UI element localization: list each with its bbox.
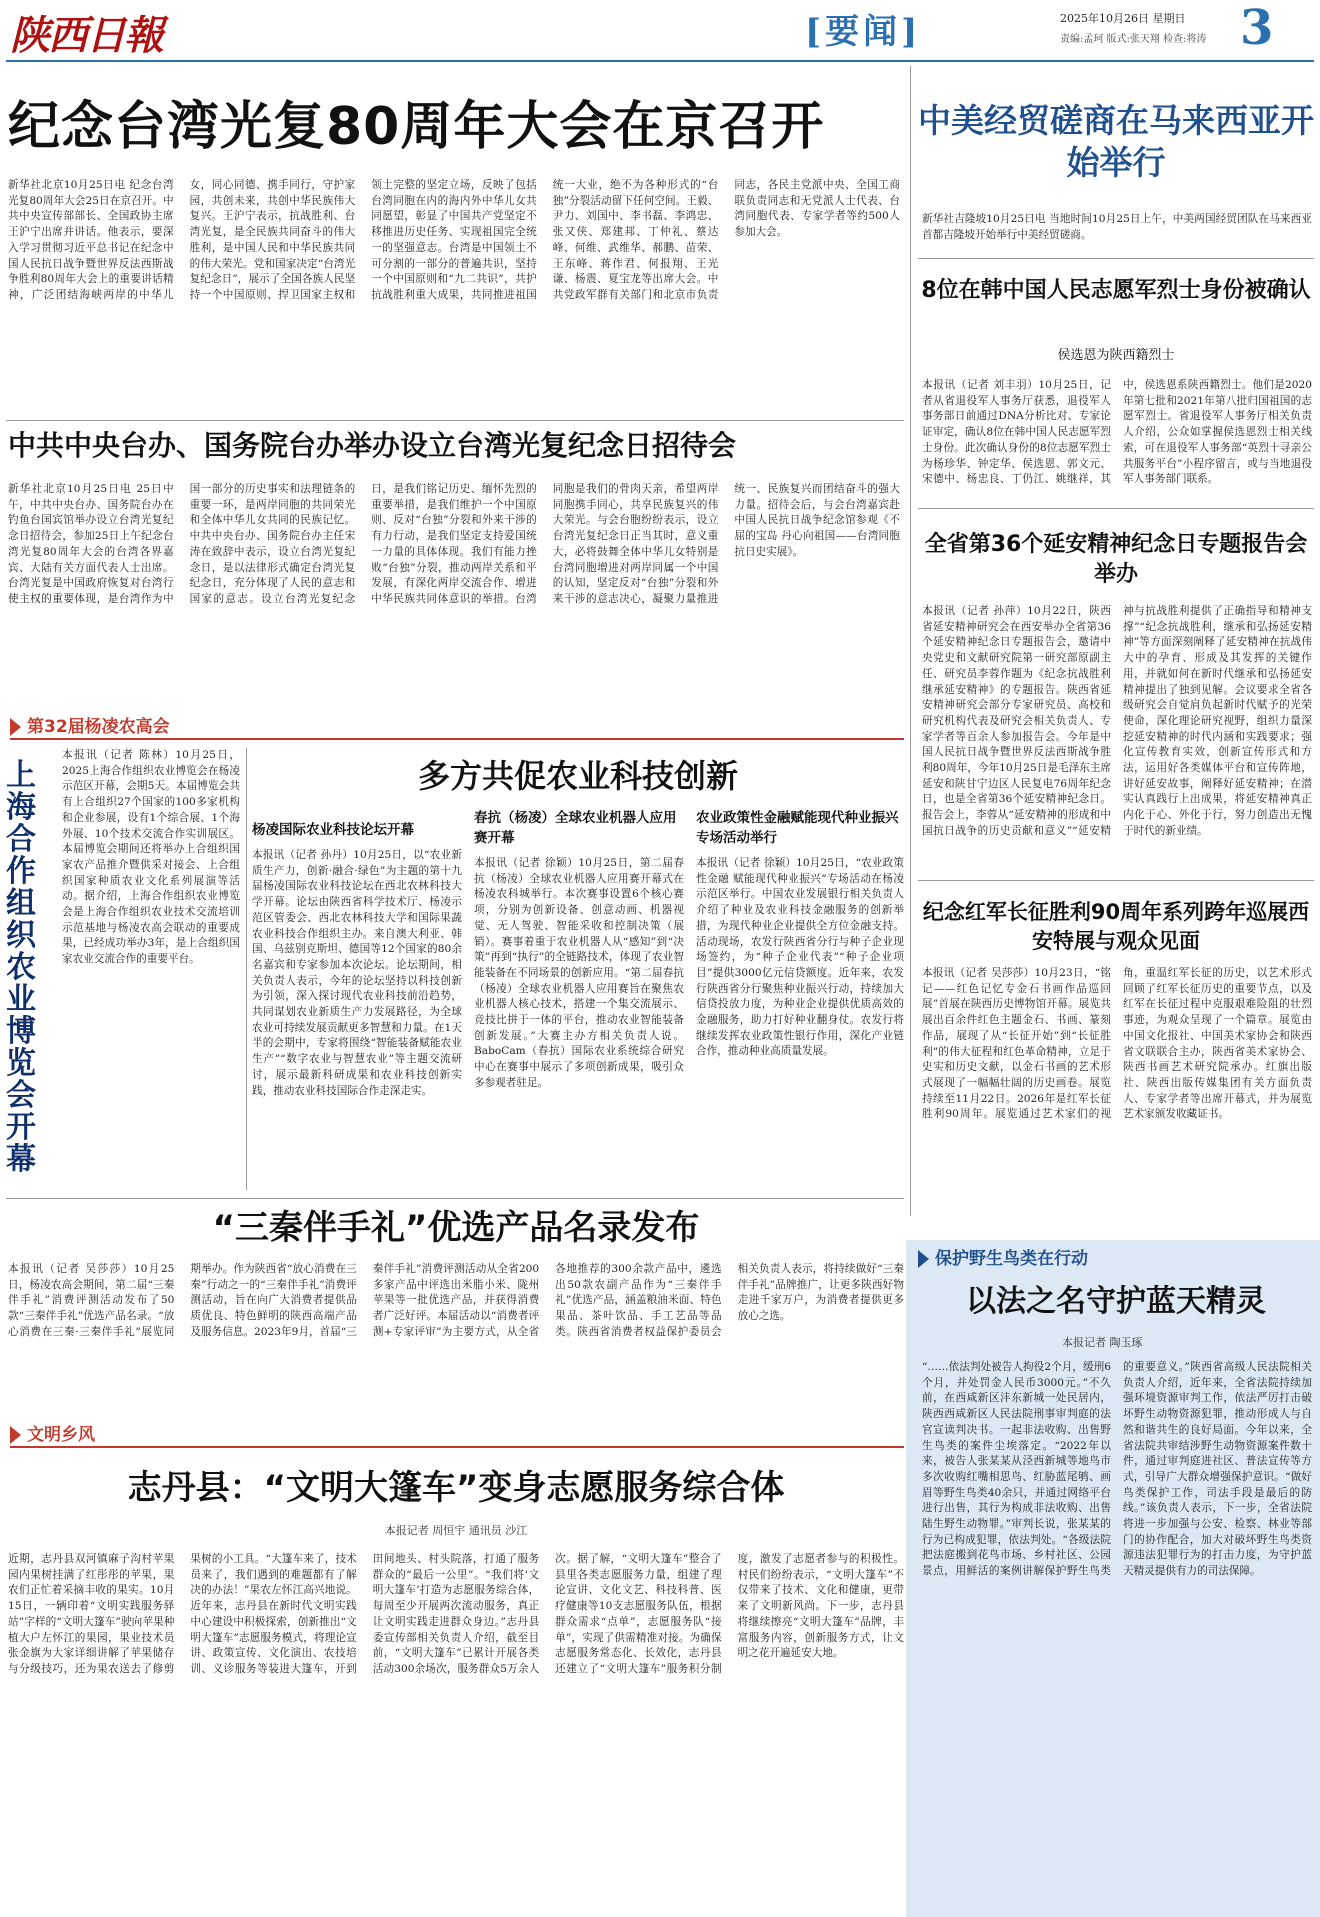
agri-vertical-headline: 上海合作组织农业博览会开幕 [6, 758, 36, 1177]
agri-headline: 多方共促农业科技创新 [417, 757, 738, 795]
masthead-rule [6, 60, 1314, 62]
taiwan-headline: 中共中央台办、国务院台办举办设立台湾光复纪念日招待会 [8, 429, 737, 462]
column-divider [910, 66, 911, 1216]
editors-line: 责编:孟珂 版式:张天翔 检查:将涛 [1060, 34, 1207, 45]
veterans-headline: 8位在韩中国人民志愿军烈士身份被确认 [921, 278, 1311, 303]
section-rule [10, 738, 904, 740]
civil-byline: 本报记者 周恒宇 通讯员 沙江 [384, 1524, 528, 1537]
agri-sub3-body: 本报讯（记者 徐颖）10月25日，“农业政策性金融 赋能现代种业振兴”专场活动在杨凌示范区举行。中国农业发展银行相关负责人介绍了种业及农业科技金融服务的创新举措，为现代种业企业提供全方位金融支持。活动现场，农发行陕西省分行与种子企业现场签约，为“种子企业代表”“种子企业项目”提供3000亿元信贷额度。近年来，农发行陕西省分行聚焦种业振兴行动，持续加大信贷投放力度，为种业企业提供优质高效的金融服务，助力打好种业翻身仗。农发行将继续发挥农业政策性银行作用，深化产业链合作，推动种业高质量发展。 [696, 857, 904, 1058]
civil-headline: 志丹县：“文明大篷车”变身志愿服务综合体 [127, 1468, 785, 1508]
divider [6, 1198, 904, 1199]
page-number: 3 [1240, 0, 1274, 56]
section-tag-label: 第32届杨凌农高会 [27, 717, 170, 737]
trade-headline: 中美经贸磋商在马来西亚开始举行 [918, 101, 1314, 182]
trade-body: 新华社吉隆坡10月25日电 当地时间10月25日上午，中美两国经贸团队在马来西亚首都吉隆坡开始举行中美经贸磋商。 [922, 213, 1312, 241]
yanan-body: 本报讯（记者 孙萍）10月22日，陕西省延安精神研究会在西安举办全省第36个延安精神纪念日专题报告会，邀请中央党史和文献研究院第一研究部原副主任、研究员李蓉作题为《纪念抗战胜利 继承延安精神》的专题报告。陕西省延安精神研究会部分专家研究员、高校和研究机构代表及研究会相关负责人、专家学者等百余人参加报告会。今年是中国人民抗日战争暨世界反法西斯战争胜利80周年，今年10月25日是毛泽东主席延安和陕甘宁边区人民复电76周年纪念日，也是全省第36个延安精神纪念日。报告会上，李蓉从“延安精神的形成和中国抗日战争的历史贡献和意义”“延安精神与抗战胜利提供了正确指导和精神支撑”“纪念抗战胜利，继承和弘扬延安精神”等方面深刻阐释了延安精神在抗战伟大中的孕育、形成及其发挥的关键作用，并就如何在新时代继承和弘扬延安精神提出了独到见解。会议要求全省各级研究会自觉肩负起新时代赋予的光荣使命，深化理论研究视野，组织力量深挖延安精神的时代内涵和实践要求；强化宣传教育实效，创新宣传形式和方法，运用好各类媒体平台和宣传阵地，讲好延安故事，阐释好延安精神；在潜实认真践行上出成果，将延安精神真正内化于心、外化于行，努力创造出无愧于时代的新业绩。 [922, 605, 1312, 837]
birds-byline: 本报记者 陶玉琢 [1062, 1336, 1143, 1349]
section-tag-label: 保护野生鸟类在行动 [935, 1249, 1088, 1269]
qinqin-body: 本报讯（记者 吴莎莎）10月25日，杨凌农高会期间，第二届“三秦伴手礼”消费评测活动发布了50款“三秦伴手礼”优选产品名录。“放心消费在三秦·三秦伴手礼”展览同期举办。作为陕西省“放心消费在三秦”行动之一的“三秦伴手礼”消费评测活动，旨在向广大消费者提供品质优良、特色鲜明的陕西高端产品及服务信息。2023年9月，首届“三秦伴手礼”消费评测活动从全省200多家产品中评选出米脂小米、陇州苹果等一批优选产品，并获得消费者广泛好评。本届活动以“消费者评测+专家评审”为主要方式，从全省各地推荐的300余款产品中，遴选出50款农副产品作为“三秦伴手礼”优选产品，涵盖粮油米面、特色果品、茶叶饮品、手工艺品等品类。陕西省消费者权益保护委员会相关负责人表示，将持续做好“三秦伴手礼”品牌推广，让更多陕西好物走进千家万户，为消费者提供更多放心之选。 [8, 1263, 904, 1338]
section-tag-label: 文明乡风 [27, 1425, 95, 1445]
section-tag-civil [10, 1420, 95, 1444]
divider [6, 420, 904, 421]
section-tag-birds [918, 1244, 1088, 1268]
divider [918, 508, 1314, 509]
agri-sub3-title: 农业政策性金融赋能现代种业振兴专场活动举行 [696, 810, 899, 846]
taiwan-body: 新华社北京10月25日电 25日中午，中共中央台办、国务院台办在钓鱼台国宾馆举办设立台湾光复纪念日招待会，参加25日上午纪念台湾光复80周年大会的台湾各界嘉宾、大陆有关方面代表人士出席。台湾光复是中国政府恢复对台湾行使主权的重要体现，是台湾作为中国一部分的历史事实和法理链条的重要一环，是两岸同胞的共同荣光和全体中华儿女共同的民族记忆。中共中央台办、国务院台办主任宋涛在致辞中表示，设立台湾光复纪念日，是以法律形式确定台湾光复纪念日，充分体现了人民的意志和国家的意志。设立台湾光复纪念日，是我们铭记历史、缅怀先烈的重要举措，是我们维护一个中国原则、反对“台独”分裂和外来干涉的有力行动，是我们坚定支持爱国统一力量的具体体现。我们有能力挫败“台独”分裂，推动两岸关系和平发展，有深化两岸交流合作、增进中华民族共同体意识的举措。台湾同胞是我们的骨肉天亲，希望两岸同胞携手同心，共享民族复兴的伟大荣光。与会台胞纷纷表示，设立台湾光复纪念日正当其时，意义重大，必将鼓舞全体中华儿女特别是台湾同胞增进对两岸同属一个中国的认知，坚定反对“台独”分裂和外来干涉的意志决心，凝聚力量推进统一、民族复兴而团结奋斗的强大力量。招待会后，与会台湾嘉宾赴中国人民抗日战争纪念馆参观《不屈的宝岛 丹心向祖国——台湾同胞抗日史实展》。 [8, 483, 900, 605]
section-title: [要闻] [805, 12, 922, 52]
lead-headline: 纪念台湾光复80周年大会在京召开 [8, 97, 825, 157]
date-line: 2025年10月26日 星期日 [1060, 12, 1186, 25]
agri-sub2-body: 本报讯（记者 徐颖）10月25日，第二届春抗（杨凌）全球农业机器人应用赛开幕式在杨凌农科城举行。本次赛事设置6个核心赛项，分别为创新设备、创意动画、机器视觉、无人驾驶、智能采收和控制决策（展销）。赛事着重于农业机器人从“感知”到“决策”再到“执行”的全链路技术，体现了农业智能装备在不同场景的创新应用。“第二届春抗（杨凌）全球农业机器人应用赛旨在聚焦农业机器人核心技术，搭建一个集交流展示、竞技比拼于一体的平台，推动农业智能装备创新发展。”大赛主办方相关负责人说。BaboCam（春抗）国际农业系统综合研究中心在赛事中展示了多项创新成果，吸引众多参观者驻足。 [474, 857, 684, 1089]
longmarch-body: 本报讯（记者 吴莎莎）10月23日，“铭记——红色记忆专金石书画作品巡回展”首展在陕西历史博物馆开幕。展览共展出百余件红色主题金石、书画、篆刻作品，展现了从“长征开始”到“长征胜利”的伟大征程和红色革命精神，立足于史实和历史文献，以金石书画的艺术形式展现了一幅幅壮阔的历史画卷。展览持续至11月22日。2026年是红军长征胜利90周年。展览通过艺术家们的视角，重温红军长征的历史，以艺术形式回顾了红军长征历史的重要节点，以及红军在长征过程中克服艰难险阻的壮烈事迹，为观众呈现了一个篇章。展览由中国文化报社、中国美术家协会和陕西省文联联合主办，陕西省美术家协会、陕西书画艺术研究院承办。红旗出版社、陕西出版传媒集团有关方面负责人、专家学者等出席开幕式，并为展览艺术家颁发收藏证书。 [922, 967, 1312, 1121]
longmarch-headline: 纪念红军长征胜利90周年系列跨年巡展西安特展与观众见面 [922, 900, 1310, 953]
birds-body: “……依法判处被告人拘役2个月，缓刑6个月，并处罚金人民币3000元。”不久前，在西咸新区沣东新城一处民居内，陕西西咸新区人民法院刑事审判庭的法官宣读判决书。一起非法收购、出售野生鸟类的案件尘埃落定。“2022年以来，被告人张某某从泾西新城等地鸟市多次收购红嘴相思鸟、红胁蓝尾鸲、画眉等野生鸟类40余只，并通过网络平台进行出售，其行为构成非法收购、出售陆生野生动物罪。”审判长说，张某某的行为已构成犯罪，依法判处。“各级法院把法庭搬到花鸟市场、乡村社区、公园景点，用鲜活的案例讲解保护野生鸟类的重要意义。”陕西省高级人民法院相关负责人介绍，近年来，全省法院持续加强环境资源审判工作，依法严厉打击破坏野生动物资源犯罪，推动形成人与自然和谐共生的良好局面。今年以来，全省法院共审结涉野生动物资源案件数十件，通过审判庭进社区、普法宣传等方式，引导广大群众增强保护意识。“做好鸟类保护工作，司法手段是最后的防线。”该负责人表示，下一步，全省法院将进一步加强与公安、检察、林业等部门的协作配合，加大对破坏野生鸟类资源违法犯罪行为的打击力度，为守护蓝天精灵提供有力的司法保障。 [922, 1361, 1312, 1578]
agri-sub1-title: 杨凌国际农业科技论坛开幕 [252, 822, 414, 838]
divider [918, 258, 1314, 259]
lead-body: 新华社北京10月25日电 纪念台湾光复80周年大会25日在京召开。中共中央宣传部部长、全国政协主席王沪宁出席并讲话。他表示，要深入学习贯彻习近平总书记在纪念中国人民抗日战争暨世界反法西斯战争胜利80周年大会上的重要讲话精神，广泛团结海峡两岸的中华儿女，同心同德、携手同行，守护家园，共创未来，共创中华民族伟大复兴。王沪宁表示，抗战胜利、台湾光复，是全民族共同奋斗的伟大胜利，是中国人民和中华民族共同的伟大荣光。党和国家决定“台湾光复纪念日”，展示了全国各族人民坚持一个中国原则、捍卫国家主权和领土完整的坚定立场，反映了包括台湾同胞在内的海内外中华儿女共同愿望，彰显了中国共产党坚定不移推进历史任务、实现祖国完全统一的坚强意志。台湾是中国领土不可分割的一部分的普遍共识，坚持一个中国原则和“九二共识”，共护抗战胜利重大成果，共同推进祖国统一大业，绝不为各种形式的“台独”分裂活动留下任何空间。王毅、尹力、刘国中、李书磊、李鸿忠、张又侠、郑建邦、丁仲礼、蔡达峰、何维、武维华、郝鹏、苗荣、王东峰、蒋作君、何报翔、王光谦、杨震、夏宝龙等出席大会。中共党政军群有关部门和北京市负责同志，各民主党派中央、全国工商联负责同志和无党派人士代表、台湾同胞代表、专家学者等约500人参加大会。 [8, 179, 900, 301]
civil-body: 近期，志丹县双河镇麻子沟村苹果园内果树挂满了红彤彤的苹果，果农们正忙着采摘丰收的果实。10月15日，一辆印着“文明实践服务驿站”字样的“文明大篷车”驶向苹果种植大户左怀江的果园，果业技术员张金旗为大家详细讲解了苹果储存与分级技巧，还为果农送去了修剪果树的小工具。“大篷车来了，技术员来了，我们遇到的难题都有了解决的办法！”果农左怀江高兴地说。近年来，志丹县在新时代文明实践中心建设中积极探索，创新推出“文明大篷车”志愿服务模式，将理论宣讲、政策宣传、文化演出、农技培训、义诊服务等装进大篷车，开到田间地头、村头院落，打通了服务群众的“最后一公里”。“我们将‘文明大篷车’打造为志愿服务综合体，每周至少开展两次流动服务，真正让文明实践走进群众身边。”志丹县委宣传部相关负责人介绍，截至目前，“文明大篷车”已累计开展各类活动300余场次，服务群众5万余人次。据了解，“文明大篷车”整合了县里各类志愿服务力量，组建了理论宣讲、文化文艺、科技科普、医疗健康等10支志愿服务队伍，根据群众需求“点单”，志愿服务队“接单”，实现了供需精准对接。为确保志愿服务常态化、长效化，志丹县还建立了“文明大篷车”服务积分制度，激发了志愿者参与的积极性。村民们纷纷表示，“文明大篷车”不仅带来了技术、文化和健康，更带来了文明新风尚。下一步，志丹县将继续擦亮“文明大篷车”品牌，丰富服务内容，创新服务方式，让文明之花开遍延安大地。 [8, 1553, 904, 1675]
yanan-headline: 全省第36个延安精神纪念日专题报告会举办 [924, 532, 1308, 587]
divider [918, 880, 1314, 881]
column-divider [246, 748, 247, 1190]
section-tag-agri [10, 712, 170, 736]
section-marker-icon [10, 1426, 21, 1444]
agri-sub2-title: 春抗（杨凌）全球农业机器人应用赛开幕 [474, 810, 677, 846]
agri-sub1-body: 本报讯（记者 孙丹）10月25日，以“农业新质生产力，创新·融合·绿色”为主题的第十九届杨凌国际农业科技论坛在西北农林科技大学开幕。论坛由陕西省科学技术厅、杨凌示范区管委会、西北农林科技大学和国际果蔬农业科技合作组织主办。来自澳大利亚、韩国、乌兹别克斯坦、德国等12个国家的80余名嘉宾和专家参加本次论坛。论坛期间，相关负责人表示，今年的论坛坚持以科技创新为引领，深入探讨现代农业科技前沿趋势，共同谋划农业新质生产力发展路径，为全球农业可持续发展贡献更多智慧和力量。在1天半的会期中，专家将围绕“智能装备赋能农业生产”“数字农业与智慧农业”等主题交流研讨，展示最新科研成果和农业科技创新实践，推动农业科技国际合作走深走实。 [252, 849, 462, 1097]
agri-vertical-body: 本报讯（记者 陈林）10月25日，2025上海合作组织农业博览会在杨凌示范区开幕，会期5天。本届博览会共有上合组织27个国家的100多家机构和企业参展，设有1个综合展、1个海外展、10个技术交流合作实训展区。本届博览会期间还将举办上合组织国家农产品推介暨供采对接会、上合组织国家种质农业文化系列展演等活动。据介绍，上海合作组织农业博览会是上海合作组织农业技术交流培训示范基地与杨凌农高会联动的重要成果，已经成功举办3年，是上合组织国家农业交流合作的重要平台。 [62, 749, 240, 966]
section-marker-icon [10, 718, 21, 736]
birds-headline: 以法之名守护蓝天精灵 [966, 1284, 1266, 1319]
section-marker-icon [918, 1250, 929, 1268]
qinqin-headline: “三秦伴手礼”优选产品名录发布 [212, 1208, 700, 1248]
veterans-body: 本报讯（记者 刘丰羽）10月25日，记者从省退役军人事务厅获悉，退役军人事务部日前通过DNA分析比对、专家论证审定，确认8位在韩中国人民志愿军烈士身份。此次确认身份的8位志愿军烈士为杨珍华、钟定华、侯选恩、郭文元、宋德中、杨忠良、丁仍江、姚继祥，其中，侯选恩系陕西籍烈士。他们是2020年第七批和2021年第八批归国祖国的志愿军烈士。省退役军人事务厅相关负责人介绍，公众如掌握侯选恩烈士相关线索，可在退役军人事务部“英烈十寻亲公共服务平台”小程序留言，或与当地退役军人事务部门联系。 [922, 379, 1312, 486]
paper-logo: 陕西日報 [10, 12, 162, 59]
section-rule [10, 1446, 904, 1448]
veterans-subhead: 侯选恩为陕西籍烈士 [1057, 348, 1175, 363]
